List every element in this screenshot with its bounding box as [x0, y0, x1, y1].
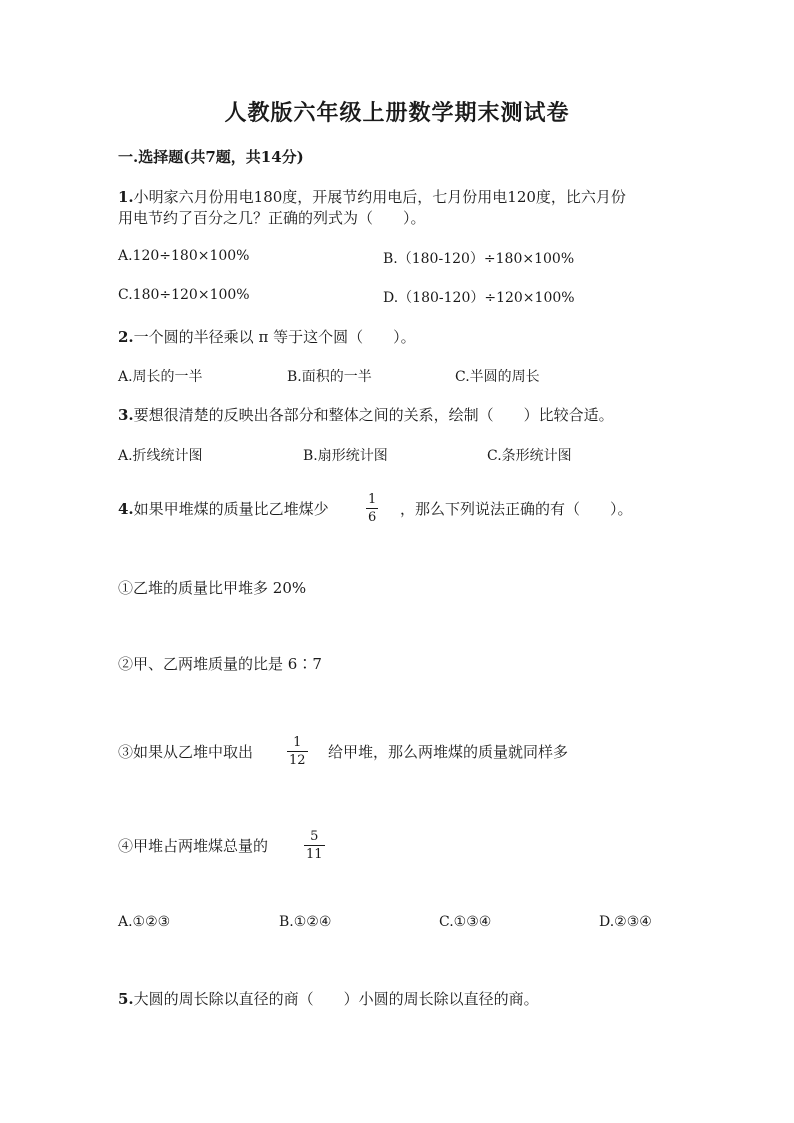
question-1-number: 1. — [118, 188, 134, 206]
question-3 — [118, 404, 614, 425]
question-4-statement-4: ④甲堆占两堆煤总量的 — [118, 837, 269, 855]
question-1-line-2: 用电节约了百分之几？正确的列式为（ ）。 — [118, 209, 426, 227]
question-2-option-a: A.周长的一半 — [118, 369, 203, 385]
question-1-option-a: A.120÷180×100% — [118, 248, 250, 264]
question-4-option-c: C.①③④ — [439, 914, 492, 930]
question-1-option-b: B.（180-120）÷180×100% — [383, 251, 575, 267]
question-1-option-d: D.（180-120）÷120×100% — [383, 290, 575, 306]
fraction-denominator: 6 — [368, 510, 377, 525]
question-5-text: 大圆的周长除以直径的商（ ）小圆的周长除以直径的商。 — [133, 990, 539, 1008]
fraction-denominator: 12 — [289, 753, 306, 768]
fraction-numerator: 1 — [368, 492, 377, 507]
statement-4-fraction — [304, 829, 325, 862]
question-5 — [118, 988, 539, 1009]
page-title: 人教版六年级上册数学期末测试卷 — [224, 100, 570, 126]
fraction-bar — [287, 751, 308, 752]
question-4-text: 如果甲堆煤的质量比乙堆煤少 — [133, 500, 329, 518]
question-1-option-c: C.180÷120×100% — [118, 287, 250, 303]
question-4-option-a: A.①②③ — [118, 914, 171, 930]
question-4-fraction — [366, 492, 378, 525]
question-4-option-d: D.②③④ — [599, 914, 652, 930]
question-2-option-c: C.半圆的周长 — [455, 369, 540, 385]
question-2 — [118, 326, 416, 347]
fraction-bar — [366, 508, 378, 509]
question-4-statement-3-b: 给甲堆，那么两堆煤的质量就同样多 — [328, 743, 569, 761]
fraction-bar — [304, 845, 325, 846]
question-4-statement-2: ②甲、乙两堆质量的比是 6∶7 — [118, 655, 322, 673]
question-4-number: 4. — [118, 500, 134, 518]
fraction-numerator: 1 — [293, 735, 302, 750]
question-5-number: 5. — [118, 990, 134, 1008]
question-2-option-b: B.面积的一半 — [287, 369, 372, 385]
question-4-statement-3-a: ③如果从乙堆中取出 — [118, 743, 254, 761]
section-heading: 一.选择题(共7题，共14分) — [118, 148, 304, 166]
question-3-text: 要想很清楚的反映出各部分和整体之间的关系，绘制（ ）比较合适。 — [133, 406, 614, 424]
question-4-text-a — [118, 498, 329, 519]
question-4-text-b: ，那么下列说法正确的有（ ）。 — [400, 500, 633, 518]
question-1-line-1 — [118, 186, 626, 207]
question-3-option-c: C.条形统计图 — [487, 448, 572, 464]
question-4-option-b: B.①②④ — [279, 914, 332, 930]
question-3-option-a: A.折线统计图 — [118, 448, 203, 464]
question-2-text: 一个圆的半径乘以 π 等于这个圆（ ）。 — [133, 328, 416, 346]
question-1-text-1: 小明家六月份用电180度，开展节约用电后，七月份用电120度，比六月份 — [133, 188, 626, 206]
question-2-number: 2. — [118, 328, 134, 346]
statement-3-fraction — [287, 735, 308, 768]
fraction-denominator: 11 — [306, 847, 323, 862]
question-3-option-b: B.扇形统计图 — [303, 448, 388, 464]
question-4-statement-1: ①乙堆的质量比甲堆多 20% — [118, 579, 307, 597]
fraction-numerator: 5 — [310, 829, 319, 844]
question-3-number: 3. — [118, 406, 134, 424]
